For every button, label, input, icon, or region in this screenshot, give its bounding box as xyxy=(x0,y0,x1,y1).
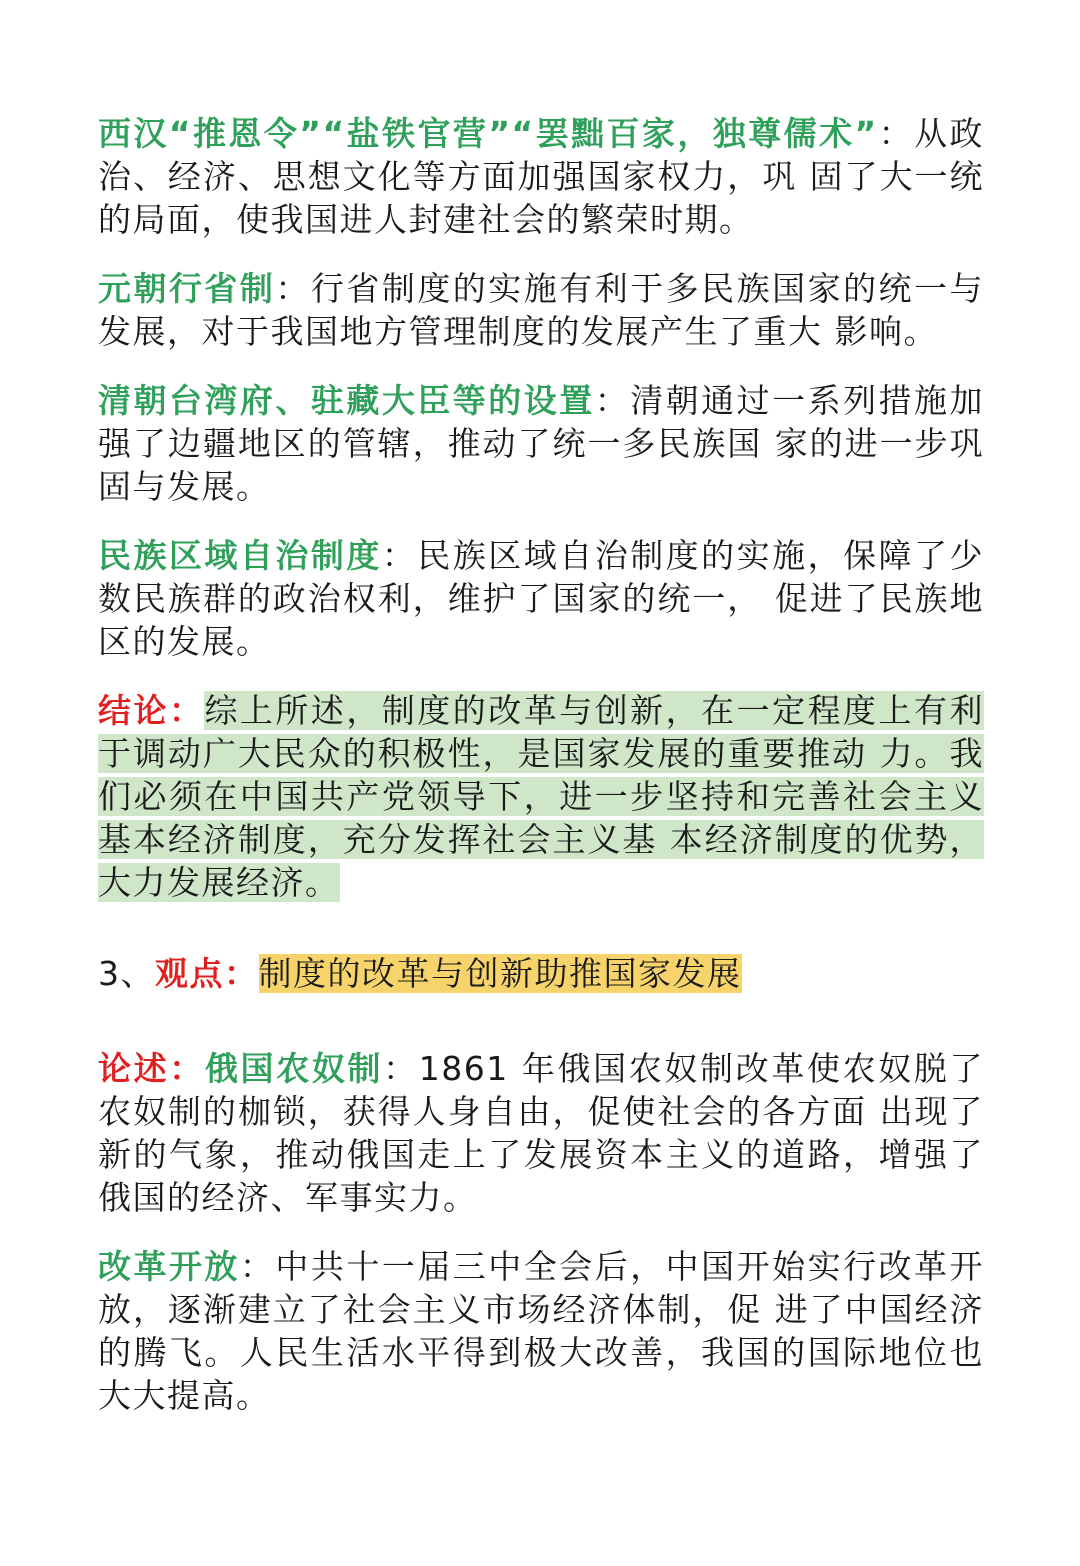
item-title: 俄国农奴制 xyxy=(204,1049,384,1088)
item-body: 清朝通过一系列措施加强了边疆地区的管辖，推动了统一多民族国 家的进一步巩固与发展。 xyxy=(98,381,985,506)
paragraph-conclusion xyxy=(98,689,984,904)
item-title: 改革开放 xyxy=(98,1247,240,1286)
viewpoint-label: 观点： xyxy=(155,954,259,993)
paragraph-russian-serfdom: 论述：俄国农奴制：1861 年俄国农奴制改革使农奴脱了农奴制的枷锁，获得人身自由，促使社会的各方面 出现了新的气象，推动俄国走上了发展资本主义的道路，增强了俄国的经济、军事实力。 xyxy=(98,1049,985,1217)
argument-label: 论述： xyxy=(98,1049,205,1088)
item-title: 民族区域自治制度 xyxy=(98,536,382,575)
paragraph-western-han: 西汉“推恩令”“盐铁官营”“罢黜百家，独尊儒术”：从政治、经济、思想文化等方面加强国家权力，巩 固了大一统的局面，使我国进人封建社会的繁荣时期。 xyxy=(98,114,985,239)
viewpoint-text: 制度的改革与创新助推国家发展 xyxy=(258,954,742,993)
item-body: 中共十一届三中全会后，中国开始实行改革开放，逐渐建立了社会主义市场经济体制，促 进了中国经济的腾飞。人民生活水平得到极大改善，我国的国际地位也大大提高。 xyxy=(98,1247,985,1415)
item-title: 元朝行省制 xyxy=(98,269,276,308)
paragraph-qing-border: 清朝台湾府、驻藏大臣等的设置：清朝通过一系列措施加强了边疆地区的管辖，推动了统一多民族国 家的进一步巩固与发展。 xyxy=(98,381,985,506)
paragraph-ethnic-autonomy: 民族区域自治制度：民族区域自治制度的实施，保障了少数民族群的政治权利，维护了国家的统一， 促进了民族地区的发展。 xyxy=(98,536,985,661)
paragraph-reform-opening: 改革开放：中共十一届三中全会后，中国开始实行改革开放，逐渐建立了社会主义市场经济体制，促 进了中国经济的腾飞。人民生活水平得到极大改善，我国的国际地位也大大提高。 xyxy=(98,1247,985,1415)
conclusion-label: 结论： xyxy=(98,691,205,730)
item-body: 1861 年俄国农奴制改革使农奴脱了农奴制的枷锁，获得人身自由，促使社会的各方面 出现了新的气象，推动俄国走上了发展资本主义的道路，增强了俄国的经济、军事实力。 xyxy=(98,1049,985,1217)
item-body: 从政治、经济、思想文化等方面加强国家权力，巩 固了大一统的局面，使我国进人封建社会的繁荣时期。 xyxy=(98,114,985,239)
document-page xyxy=(98,112,984,1417)
item-title: 清朝台湾府、驻藏大臣等的设置 xyxy=(98,381,595,420)
item-body: 行省制度的实施有利于多民族国家的统一与发展，对于我国地方管理制度的发展产生了重大 影响。 xyxy=(98,269,985,351)
item-body: 民族区域自治制度的实施，保障了少数民族群的政治权利，维护了国家的统一， 促进了民族地区的发展。 xyxy=(98,536,985,661)
viewpoint-number: 3、 xyxy=(98,954,155,993)
viewpoint-heading xyxy=(98,952,984,995)
item-title: 西汉“推恩令”“盐铁官营”“罢黜百家，独尊儒术” xyxy=(98,114,878,153)
conclusion-body: 综上所述，制度的改革与创新，在一定程度上有利于调动广大民众的积极性，是国家发展的重要推动 力。我们必须在中国共产党领导下，进一步坚持和完善社会主义基本经济制度，充分发挥社会主义基 本经济制度的优势，大力发展经济。 xyxy=(98,691,984,902)
paragraph-yuan-province: 元朝行省制：行省制度的实施有利于多民族国家的统一与发展，对于我国地方管理制度的发展产生了重大 影响。 xyxy=(98,269,985,351)
